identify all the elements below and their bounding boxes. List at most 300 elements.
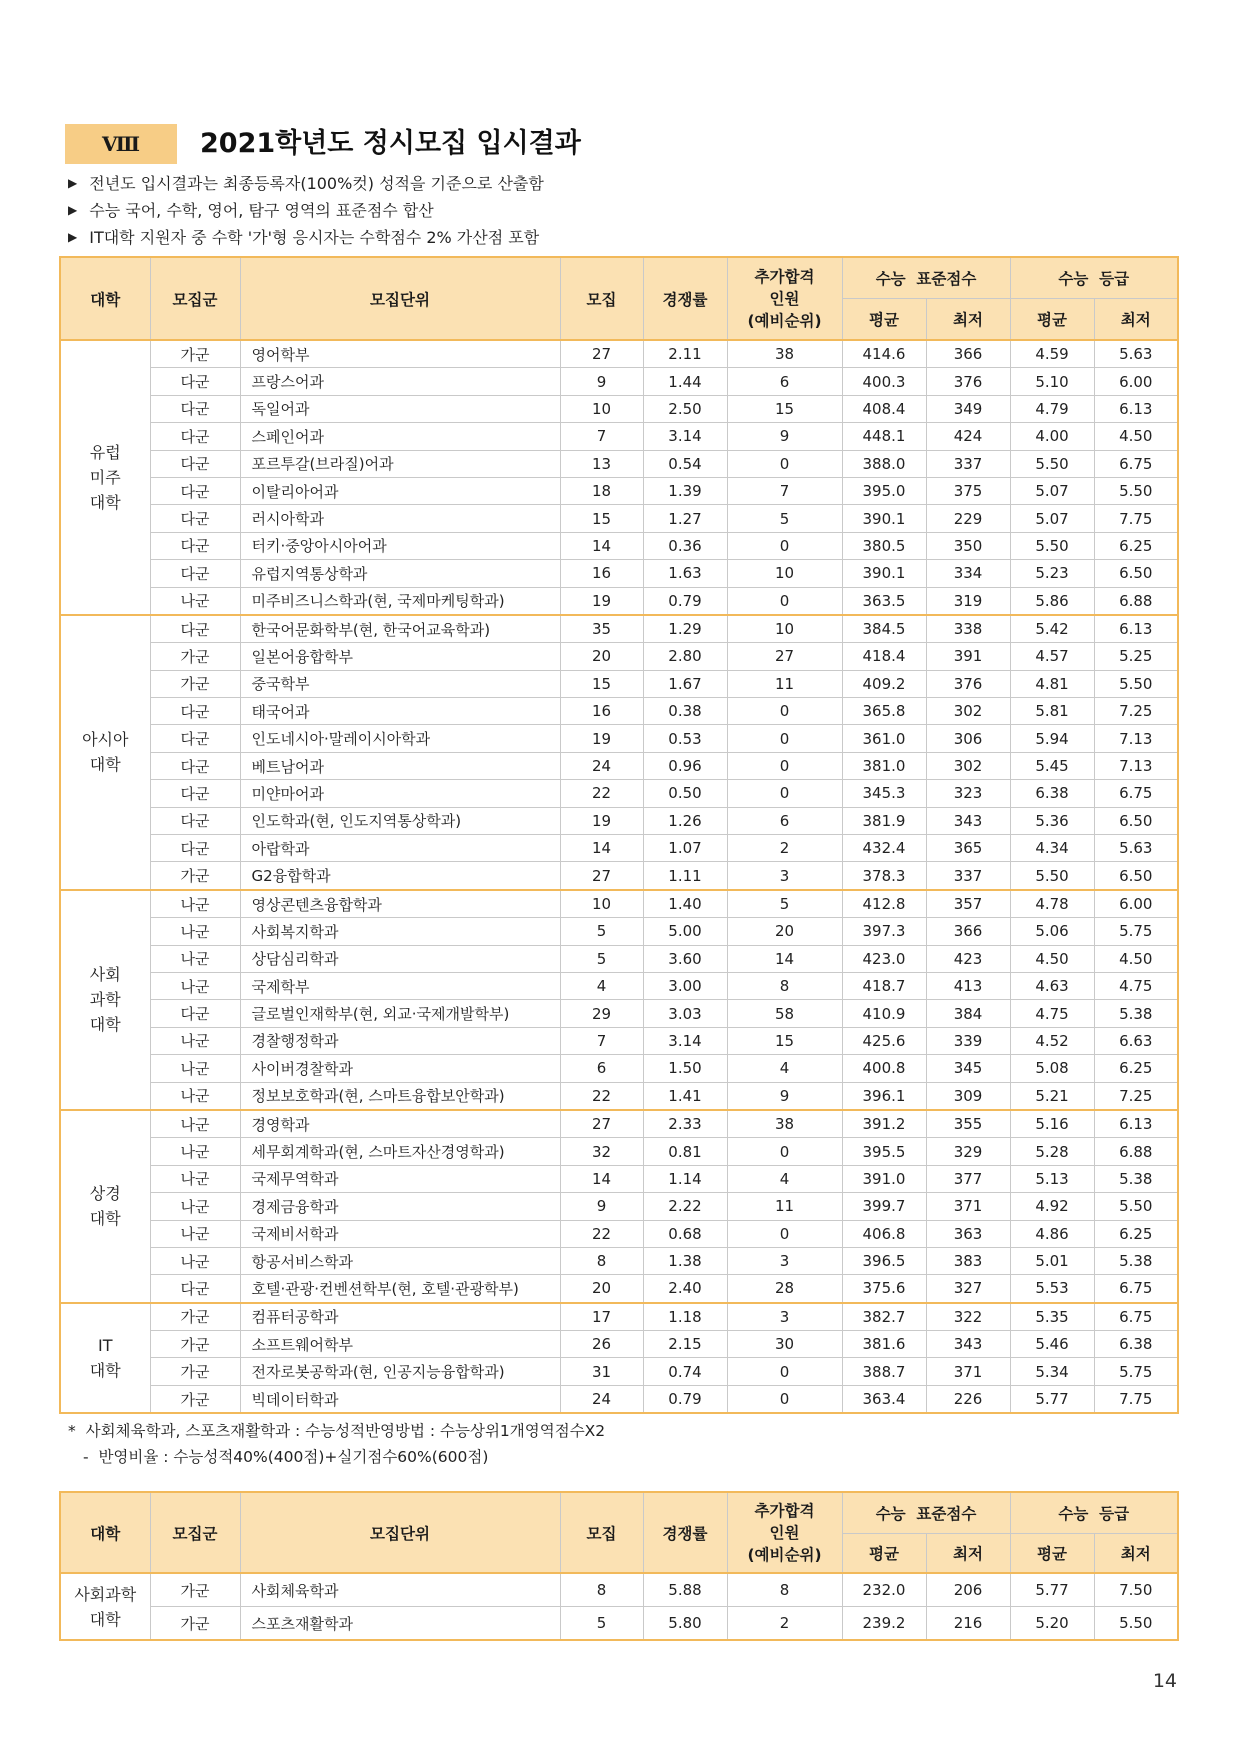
extra-admit-cell: 2	[727, 1607, 842, 1641]
unit-name-cell: 러시아학과	[240, 505, 560, 532]
unit-name-cell: 호텔·관광·컨벤션학부(현, 호텔·관광학부)	[240, 1275, 560, 1303]
group-cell: 가군	[150, 1331, 240, 1358]
quota-cell: 22	[560, 1220, 643, 1247]
quota-cell: 16	[560, 560, 643, 587]
extra-admit-cell: 14	[727, 945, 842, 972]
group-cell: 나군	[150, 1247, 240, 1274]
header-quota: 모집	[560, 257, 643, 340]
competition-rate-cell: 0.79	[643, 1385, 727, 1413]
std-min-cell: 306	[926, 725, 1010, 752]
table-row	[60, 532, 1178, 559]
extra-admit-cell: 5	[727, 505, 842, 532]
std-min-cell: 413	[926, 972, 1010, 999]
unit-name-cell: 경제금융학과	[240, 1193, 560, 1220]
std-min-cell: 350	[926, 532, 1010, 559]
header-grade-min: 최저	[1094, 299, 1178, 341]
table-row	[60, 807, 1178, 834]
grade-min-cell: 6.13	[1094, 1110, 1178, 1138]
competition-rate-cell: 0.79	[643, 587, 727, 615]
unit-name-cell: 베트남어과	[240, 752, 560, 779]
header-extra	[727, 257, 842, 340]
header-quota: 모집	[560, 1492, 643, 1573]
quota-cell: 27	[560, 340, 643, 368]
sports-results-table	[59, 1491, 1179, 1641]
group-cell: 가군	[150, 643, 240, 670]
group-cell: 다군	[150, 477, 240, 504]
header-std-score: 수능 표준점수	[842, 1492, 1010, 1534]
std-min-cell: 343	[926, 1331, 1010, 1358]
header-univ: 대학	[60, 1492, 150, 1573]
grade-min-cell: 6.88	[1094, 587, 1178, 615]
std-min-cell: 309	[926, 1082, 1010, 1110]
note-item	[68, 224, 544, 251]
competition-rate-cell: 3.00	[643, 972, 727, 999]
std-min-cell: 384	[926, 1000, 1010, 1027]
unit-name-cell: 인도네시아·말레이시아학과	[240, 725, 560, 752]
group-cell: 나군	[150, 890, 240, 918]
std-min-cell: 424	[926, 423, 1010, 450]
extra-admit-cell: 10	[727, 615, 842, 643]
header-extra-line2: 인원	[769, 289, 800, 308]
unit-name-cell: 일본어융합학부	[240, 643, 560, 670]
unit-name-cell: 컴퓨터공학과	[240, 1303, 560, 1331]
extra-admit-cell: 9	[727, 1082, 842, 1110]
std-avg-cell: 448.1	[842, 423, 926, 450]
extra-admit-cell: 6	[727, 368, 842, 395]
grade-avg-cell: 4.34	[1010, 835, 1094, 862]
competition-rate-cell: 2.33	[643, 1110, 727, 1138]
competition-rate-cell: 0.50	[643, 780, 727, 807]
group-cell: 다군	[150, 725, 240, 752]
competition-rate-cell: 3.60	[643, 945, 727, 972]
table-row	[60, 615, 1178, 643]
grade-min-cell: 5.63	[1094, 340, 1178, 368]
table-row	[60, 368, 1178, 395]
grade-min-cell: 6.00	[1094, 890, 1178, 918]
group-cell: 다군	[150, 560, 240, 587]
group-cell: 다군	[150, 395, 240, 422]
table-row	[60, 1358, 1178, 1385]
std-avg-cell: 418.4	[842, 643, 926, 670]
quota-cell: 8	[560, 1247, 643, 1274]
quota-cell: 27	[560, 862, 643, 890]
std-avg-cell: 365.8	[842, 698, 926, 725]
competition-rate-cell: 1.26	[643, 807, 727, 834]
competition-rate-cell: 1.27	[643, 505, 727, 532]
note-text: 전년도 입시결과는 최종등록자(100%컷) 성적을 기준으로 산출함	[89, 174, 544, 193]
unit-name-cell: 경영학과	[240, 1110, 560, 1138]
std-min-cell: 376	[926, 670, 1010, 697]
group-cell: 나군	[150, 587, 240, 615]
std-min-cell: 377	[926, 1165, 1010, 1192]
header-grade: 수능 등급	[1010, 1492, 1178, 1534]
univ-cell: 아시아 대학	[60, 615, 150, 890]
table-row	[60, 1138, 1178, 1165]
extra-admit-cell: 3	[727, 862, 842, 890]
group-cell: 다군	[150, 368, 240, 395]
quota-cell: 5	[560, 918, 643, 945]
unit-name-cell: 프랑스어과	[240, 368, 560, 395]
std-min-cell: 334	[926, 560, 1010, 587]
std-min-cell: 339	[926, 1027, 1010, 1054]
std-avg-cell: 390.1	[842, 560, 926, 587]
group-cell: 나군	[150, 1055, 240, 1082]
competition-rate-cell: 0.96	[643, 752, 727, 779]
extra-admit-cell: 0	[727, 450, 842, 477]
std-avg-cell: 418.7	[842, 972, 926, 999]
table-row	[60, 423, 1178, 450]
table-row	[60, 560, 1178, 587]
std-min-cell: 371	[926, 1358, 1010, 1385]
unit-name-cell: 미주비즈니스학과(현, 국제마케팅학과)	[240, 587, 560, 615]
competition-rate-cell: 1.44	[643, 368, 727, 395]
quota-cell: 9	[560, 368, 643, 395]
std-avg-cell: 345.3	[842, 780, 926, 807]
table-row	[60, 1385, 1178, 1413]
quota-cell: 22	[560, 780, 643, 807]
std-min-cell: 349	[926, 395, 1010, 422]
notes-list	[68, 170, 544, 251]
unit-name-cell: 이탈리아어과	[240, 477, 560, 504]
competition-rate-cell: 1.39	[643, 477, 727, 504]
quota-cell: 17	[560, 1303, 643, 1331]
std-avg-cell: 391.2	[842, 1110, 926, 1138]
quota-cell: 18	[560, 477, 643, 504]
grade-min-cell: 5.50	[1094, 670, 1178, 697]
note-text: 수능 국어, 수학, 영어, 탐구 영역의 표준점수 합산	[89, 201, 434, 220]
unit-name-cell: 소프트웨어학부	[240, 1331, 560, 1358]
grade-avg-cell: 5.20	[1010, 1607, 1094, 1641]
header-group: 모집군	[150, 1492, 240, 1573]
grade-min-cell: 5.38	[1094, 1247, 1178, 1274]
grade-avg-cell: 5.34	[1010, 1358, 1094, 1385]
grade-min-cell: 7.25	[1094, 698, 1178, 725]
table-row	[60, 1000, 1178, 1027]
table-row	[60, 1275, 1178, 1303]
group-cell: 나군	[150, 945, 240, 972]
header-unit: 모집단위	[240, 1492, 560, 1573]
std-min-cell: 302	[926, 752, 1010, 779]
quota-cell: 9	[560, 1193, 643, 1220]
grade-min-cell: 6.13	[1094, 615, 1178, 643]
std-min-cell: 337	[926, 450, 1010, 477]
std-avg-cell: 399.7	[842, 1193, 926, 1220]
unit-name-cell: 정보보호학과(현, 스마트융합보안학과)	[240, 1082, 560, 1110]
grade-avg-cell: 5.01	[1010, 1247, 1094, 1274]
grade-min-cell: 5.75	[1094, 918, 1178, 945]
header-extra	[727, 1492, 842, 1573]
header-univ: 대학	[60, 257, 150, 340]
competition-rate-cell: 1.38	[643, 1247, 727, 1274]
unit-name-cell: 국제비서학과	[240, 1220, 560, 1247]
std-min-cell: 319	[926, 587, 1010, 615]
univ-cell: 상경 대학	[60, 1110, 150, 1303]
univ-cell: 유럽 미주 대학	[60, 340, 150, 615]
grade-min-cell: 6.25	[1094, 1220, 1178, 1247]
unit-name-cell: 미얀마어과	[240, 780, 560, 807]
group-cell: 나군	[150, 1138, 240, 1165]
grade-min-cell: 6.25	[1094, 532, 1178, 559]
quota-cell: 22	[560, 1082, 643, 1110]
table-row	[60, 1607, 1178, 1641]
quota-cell: 6	[560, 1055, 643, 1082]
group-cell: 나군	[150, 918, 240, 945]
unit-name-cell: 빅데이터학과	[240, 1385, 560, 1413]
std-avg-cell: 363.5	[842, 587, 926, 615]
std-avg-cell: 395.5	[842, 1138, 926, 1165]
extra-admit-cell: 7	[727, 477, 842, 504]
grade-min-cell: 6.13	[1094, 395, 1178, 422]
grade-min-cell: 5.25	[1094, 643, 1178, 670]
extra-admit-cell: 10	[727, 560, 842, 587]
group-cell: 다군	[150, 450, 240, 477]
std-min-cell: 337	[926, 862, 1010, 890]
extra-admit-cell: 0	[727, 532, 842, 559]
note-item	[68, 197, 544, 224]
footnote	[68, 1418, 605, 1470]
std-avg-cell: 406.8	[842, 1220, 926, 1247]
std-avg-cell: 395.0	[842, 477, 926, 504]
table-row	[60, 340, 1178, 368]
std-avg-cell: 432.4	[842, 835, 926, 862]
std-min-cell: 383	[926, 1247, 1010, 1274]
unit-name-cell: 상담심리학과	[240, 945, 560, 972]
group-cell: 가군	[150, 1358, 240, 1385]
group-cell: 나군	[150, 972, 240, 999]
quota-cell: 31	[560, 1358, 643, 1385]
std-min-cell: 338	[926, 615, 1010, 643]
header-grade-avg: 평균	[1010, 299, 1094, 341]
group-cell: 나군	[150, 1082, 240, 1110]
group-cell: 나군	[150, 1110, 240, 1138]
header-rate: 경쟁률	[643, 257, 727, 340]
grade-min-cell: 6.50	[1094, 560, 1178, 587]
header-grade-avg: 평균	[1010, 1534, 1094, 1574]
std-avg-cell: 232.0	[842, 1573, 926, 1607]
extra-admit-cell: 4	[727, 1055, 842, 1082]
quota-cell: 14	[560, 835, 643, 862]
std-avg-cell: 412.8	[842, 890, 926, 918]
std-min-cell: 423	[926, 945, 1010, 972]
unit-name-cell: 스포츠재활학과	[240, 1607, 560, 1641]
quota-cell: 20	[560, 643, 643, 670]
std-min-cell: 375	[926, 477, 1010, 504]
univ-group	[60, 1303, 1178, 1414]
quota-cell: 32	[560, 1138, 643, 1165]
grade-avg-cell: 5.50	[1010, 862, 1094, 890]
unit-name-cell: 포르투갈(브라질)어과	[240, 450, 560, 477]
grade-min-cell: 6.75	[1094, 780, 1178, 807]
grade-avg-cell: 5.08	[1010, 1055, 1094, 1082]
grade-avg-cell: 5.23	[1010, 560, 1094, 587]
std-min-cell: 216	[926, 1607, 1010, 1641]
std-min-cell: 229	[926, 505, 1010, 532]
unit-name-cell: 항공서비스학과	[240, 1247, 560, 1274]
grade-avg-cell: 5.94	[1010, 725, 1094, 752]
std-min-cell: 329	[926, 1138, 1010, 1165]
grade-avg-cell: 5.35	[1010, 1303, 1094, 1331]
table-row	[60, 835, 1178, 862]
grade-avg-cell: 4.00	[1010, 423, 1094, 450]
group-cell: 나군	[150, 1193, 240, 1220]
grade-min-cell: 4.75	[1094, 972, 1178, 999]
std-avg-cell: 378.3	[842, 862, 926, 890]
std-min-cell: 376	[926, 368, 1010, 395]
std-min-cell: 345	[926, 1055, 1010, 1082]
competition-rate-cell: 1.41	[643, 1082, 727, 1110]
group-cell: 다군	[150, 780, 240, 807]
std-avg-cell: 380.5	[842, 532, 926, 559]
group-cell: 가군	[150, 862, 240, 890]
grade-avg-cell: 5.36	[1010, 807, 1094, 834]
table-row	[60, 1027, 1178, 1054]
competition-rate-cell: 0.38	[643, 698, 727, 725]
page-number: 14	[1152, 1670, 1177, 1692]
competition-rate-cell: 2.15	[643, 1331, 727, 1358]
quota-cell: 16	[560, 698, 643, 725]
note-text: IT대학 지원자 중 수학 '가'형 응시자는 수학점수 2% 가산점 포함	[89, 228, 540, 247]
extra-admit-cell: 0	[727, 1138, 842, 1165]
grade-min-cell: 6.38	[1094, 1331, 1178, 1358]
std-avg-cell: 400.8	[842, 1055, 926, 1082]
unit-name-cell: 글로벌인재학부(현, 외교·국제개발학부)	[240, 1000, 560, 1027]
table-row	[60, 972, 1178, 999]
table-row	[60, 643, 1178, 670]
extra-admit-cell: 8	[727, 1573, 842, 1607]
std-avg-cell: 363.4	[842, 1385, 926, 1413]
std-min-cell: 363	[926, 1220, 1010, 1247]
univ-cell: 사회과학 대학	[60, 1573, 150, 1640]
extra-admit-cell: 2	[727, 835, 842, 862]
competition-rate-cell: 1.14	[643, 1165, 727, 1192]
std-min-cell: 327	[926, 1275, 1010, 1303]
grade-min-cell: 6.50	[1094, 862, 1178, 890]
grade-min-cell: 6.00	[1094, 368, 1178, 395]
table-row	[60, 1165, 1178, 1192]
unit-name-cell: 중국학부	[240, 670, 560, 697]
grade-avg-cell: 5.21	[1010, 1082, 1094, 1110]
quota-cell: 13	[560, 450, 643, 477]
grade-min-cell: 4.50	[1094, 423, 1178, 450]
extra-admit-cell: 11	[727, 1193, 842, 1220]
table-row	[60, 1193, 1178, 1220]
extra-admit-cell: 3	[727, 1247, 842, 1274]
header-std-min: 최저	[926, 1534, 1010, 1574]
group-cell: 가군	[150, 1607, 240, 1641]
grade-avg-cell: 4.52	[1010, 1027, 1094, 1054]
univ-group	[60, 1573, 1178, 1640]
unit-name-cell: 유럽지역통상학과	[240, 560, 560, 587]
extra-admit-cell: 0	[727, 698, 842, 725]
competition-rate-cell: 3.14	[643, 1027, 727, 1054]
std-min-cell: 323	[926, 780, 1010, 807]
competition-rate-cell: 3.03	[643, 1000, 727, 1027]
std-min-cell: 355	[926, 1110, 1010, 1138]
unit-name-cell: 한국어문화학부(현, 한국어교육학과)	[240, 615, 560, 643]
table-row	[60, 395, 1178, 422]
competition-rate-cell: 0.36	[643, 532, 727, 559]
grade-min-cell: 7.75	[1094, 1385, 1178, 1413]
grade-min-cell: 5.38	[1094, 1000, 1178, 1027]
competition-rate-cell: 1.07	[643, 835, 727, 862]
unit-name-cell: 독일어과	[240, 395, 560, 422]
competition-rate-cell: 0.74	[643, 1358, 727, 1385]
header-extra-line3: (예비순위)	[747, 1545, 822, 1564]
extra-admit-cell: 0	[727, 752, 842, 779]
grade-min-cell: 6.75	[1094, 1275, 1178, 1303]
quota-cell: 14	[560, 532, 643, 559]
group-cell: 다군	[150, 1275, 240, 1303]
table-row	[60, 890, 1178, 918]
grade-avg-cell: 5.07	[1010, 477, 1094, 504]
table-row	[60, 1303, 1178, 1331]
std-min-cell: 366	[926, 918, 1010, 945]
competition-rate-cell: 0.54	[643, 450, 727, 477]
std-min-cell: 226	[926, 1385, 1010, 1413]
grade-avg-cell: 5.50	[1010, 532, 1094, 559]
grade-min-cell: 7.13	[1094, 752, 1178, 779]
quota-cell: 29	[560, 1000, 643, 1027]
grade-avg-cell: 5.53	[1010, 1275, 1094, 1303]
std-min-cell: 302	[926, 698, 1010, 725]
unit-name-cell: 스페인어과	[240, 423, 560, 450]
table-row	[60, 862, 1178, 890]
header-extra-line1: 추가합격	[754, 267, 815, 286]
grade-min-cell: 5.50	[1094, 477, 1178, 504]
extra-admit-cell: 0	[727, 1358, 842, 1385]
quota-cell: 10	[560, 395, 643, 422]
header-std-avg: 평균	[842, 1534, 926, 1574]
table-row	[60, 1055, 1178, 1082]
competition-rate-cell: 5.88	[643, 1573, 727, 1607]
admission-results-table	[59, 256, 1179, 1414]
group-cell: 가군	[150, 1303, 240, 1331]
table-row	[60, 780, 1178, 807]
std-avg-cell: 381.6	[842, 1331, 926, 1358]
unit-name-cell: 인도학과(현, 인도지역통상학과)	[240, 807, 560, 834]
std-avg-cell: 388.7	[842, 1358, 926, 1385]
extra-admit-cell: 58	[727, 1000, 842, 1027]
std-avg-cell: 375.6	[842, 1275, 926, 1303]
header-std-score: 수능 표준점수	[842, 257, 1010, 299]
extra-admit-cell: 30	[727, 1331, 842, 1358]
grade-avg-cell: 4.86	[1010, 1220, 1094, 1247]
header-rate: 경쟁률	[643, 1492, 727, 1573]
grade-avg-cell: 5.77	[1010, 1573, 1094, 1607]
unit-name-cell: 국제무역학과	[240, 1165, 560, 1192]
std-avg-cell: 390.1	[842, 505, 926, 532]
quota-cell: 26	[560, 1331, 643, 1358]
grade-avg-cell: 5.07	[1010, 505, 1094, 532]
extra-admit-cell: 11	[727, 670, 842, 697]
grade-min-cell: 6.25	[1094, 1055, 1178, 1082]
competition-rate-cell: 2.80	[643, 643, 727, 670]
std-min-cell: 365	[926, 835, 1010, 862]
unit-name-cell: 사회체육학과	[240, 1573, 560, 1607]
extra-admit-cell: 0	[727, 1220, 842, 1247]
competition-rate-cell: 1.50	[643, 1055, 727, 1082]
extra-admit-cell: 9	[727, 423, 842, 450]
table-row	[60, 670, 1178, 697]
group-cell: 다군	[150, 505, 240, 532]
extra-admit-cell: 4	[727, 1165, 842, 1192]
grade-avg-cell: 4.92	[1010, 1193, 1094, 1220]
std-avg-cell: 361.0	[842, 725, 926, 752]
quota-cell: 24	[560, 1385, 643, 1413]
unit-name-cell: 터키·중앙아시아어과	[240, 532, 560, 559]
table-row	[60, 1220, 1178, 1247]
unit-name-cell: 영어학부	[240, 340, 560, 368]
